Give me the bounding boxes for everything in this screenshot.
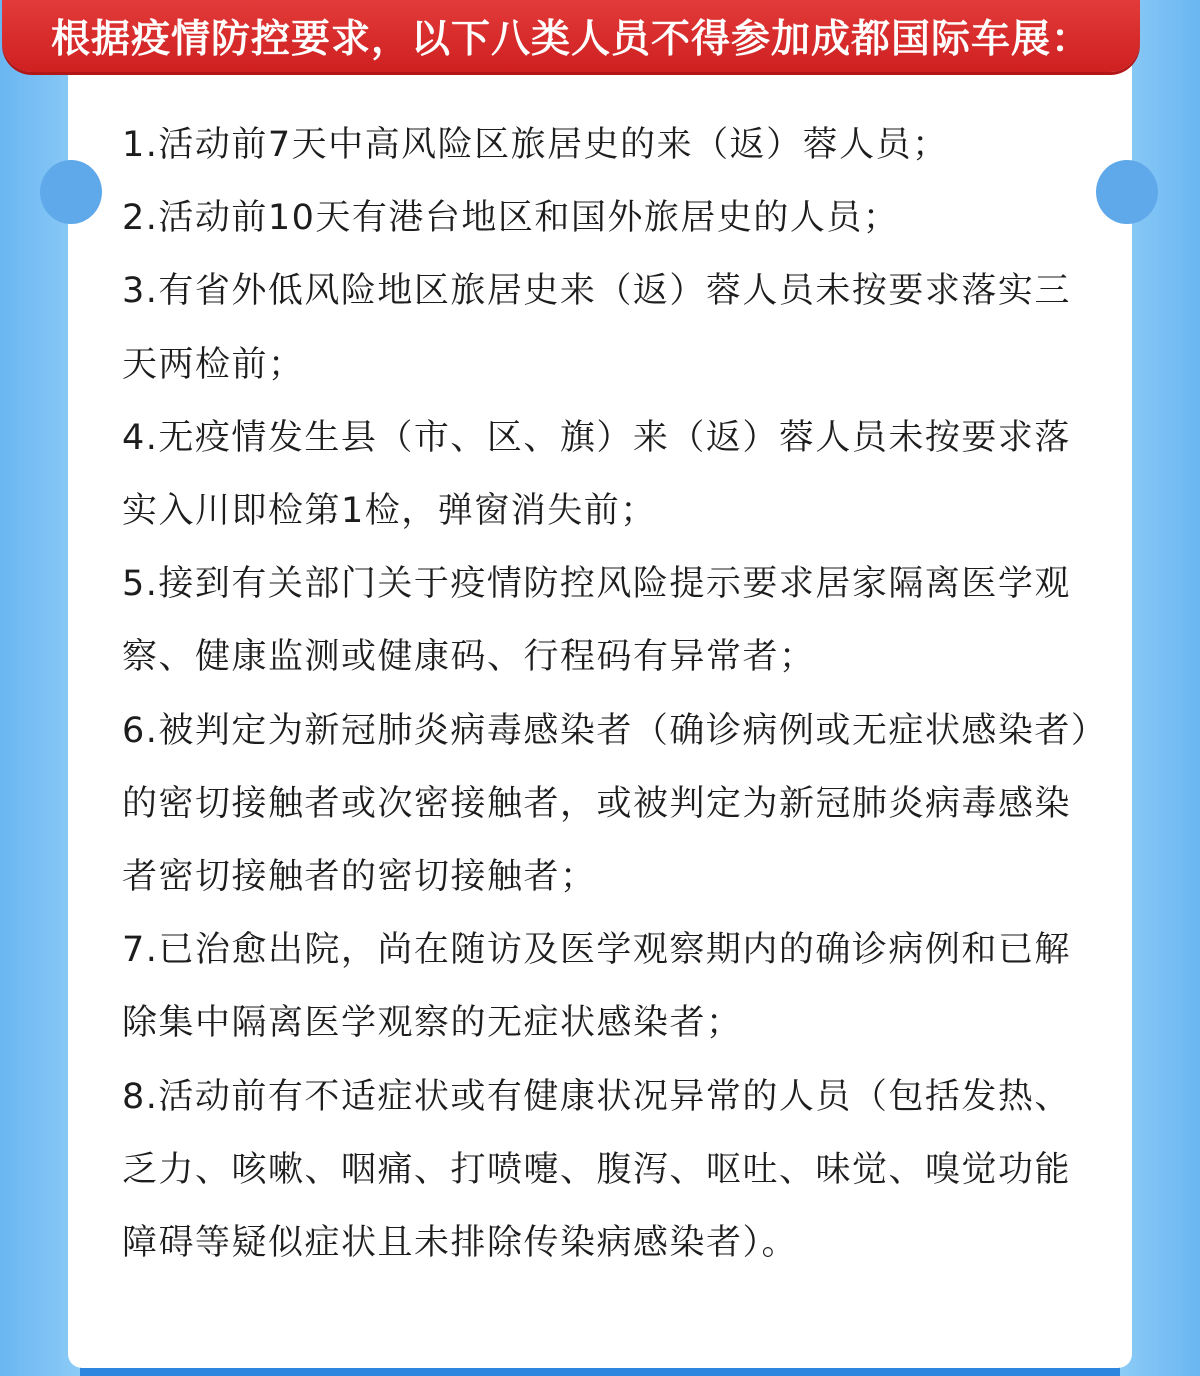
rule-item: 7.已治愈出院，尚在随访及医学观察期内的确诊病例和已解除集中隔离医学观察的无症状感染者； — [122, 930, 1071, 1044]
rule-item: 6.被判定为新冠肺炎病毒感染者（确诊病例或无症状感染者）的密切接触者或次密接触者，或被判定为新冠肺炎病毒感染者密切接触者的密切接触者； — [122, 710, 1090, 898]
right-notch-decoration — [1096, 160, 1158, 224]
rule-item: 5.接到有关部门关于疫情防控风险提示要求居家隔离医学观察、健康监测或健康码、行程码有异常者； — [122, 564, 1071, 678]
left-notch-decoration — [40, 160, 102, 224]
rule-item: 1.活动前7天中高风险区旅居史的来（返）蓉人员； — [122, 125, 949, 165]
page-title: 根据疫情防控要求，以下八类人员不得参加成都国际车展： — [50, 17, 1091, 62]
header-banner — [2, 0, 1140, 72]
rule-item: 4.无疫情发生县（市、区、旗）来（返）蓉人员未按要求落实入川即检第1检，弹窗消失前； — [122, 417, 1071, 532]
rules-list — [122, 109, 1090, 1280]
rule-item: 8.活动前有不适症状或有健康状况异常的人员（包括发热、乏力、咳嗽、咽痛、打喷嚏、腹泻、呕吐、味觉、嗅觉功能障碍等疑似症状且未排除传染病感染者）。 — [122, 1076, 1072, 1264]
rule-item: 2.活动前10天有港台地区和国外旅居史的人员； — [122, 198, 900, 239]
rule-item: 3.有省外低风险地区旅居史来（返）蓉人员未按要求落实三天两检前； — [122, 271, 1071, 385]
